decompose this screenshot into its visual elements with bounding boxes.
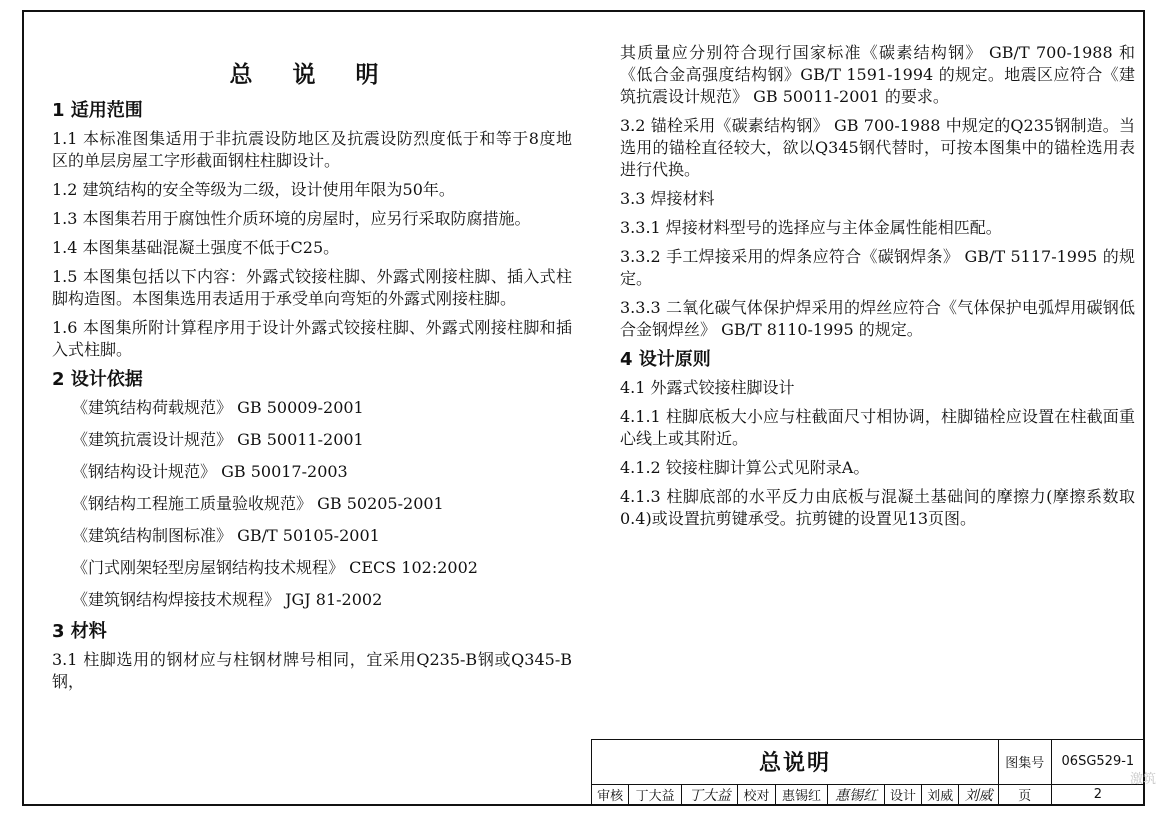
- page-number: 2: [1051, 784, 1144, 805]
- reference-item: 《建筑钢结构焊接技术规程》 JGJ 81-2002: [72, 590, 383, 609]
- paragraph: 3.2 锚栓采用《碳素结构钢》 GB 700-1988 中规定的Q235钢制造。当选用的锚栓直径较大，欲以Q345钢代替时，可按本图集中的锚栓选用表进行代换。: [620, 116, 1135, 179]
- atlas-label: 图集号: [998, 740, 1051, 785]
- paragraph: 1.3 本图集若用于腐蚀性介质环境的房屋时，应另行采取防腐措施。: [52, 209, 531, 228]
- page-label: 页: [998, 784, 1051, 805]
- section-heading: 4 设计原则: [620, 349, 711, 370]
- check-signature: 惠锡红: [828, 784, 884, 805]
- right-content: [620, 42, 1135, 530]
- paragraph: 3.1 柱脚选用的钢材应与柱钢材牌号相同，宜采用Q235-B钢或Q345-B钢，: [52, 650, 572, 691]
- paragraph: 3.3.2 手工焊接采用的焊条应符合《碳钢焊条》 GB/T 5117-1995 的规定。: [620, 247, 1135, 288]
- design-name: 刘威: [922, 784, 959, 805]
- paragraph: 4.1 外露式铰接柱脚设计: [620, 378, 795, 397]
- check-label: 校对: [738, 784, 775, 805]
- design-label: 设计: [884, 784, 921, 805]
- check-name: 惠锡红: [775, 784, 828, 805]
- review-signature: 丁大益: [682, 784, 738, 805]
- page-title: 总 说 明: [229, 62, 395, 88]
- paragraph: 1.2 建筑结构的安全等级为二级，设计使用年限为50年。: [52, 180, 455, 199]
- paragraph: 1.5 本图集包括以下内容：外露式铰接柱脚、外露式刚接柱脚、插入式柱脚构造图。本图集选用表适用于承受单向弯矩的外露式刚接柱脚。: [52, 267, 572, 308]
- review-name: 丁大益: [629, 784, 682, 805]
- section-heading: 3 材料: [52, 621, 107, 642]
- paragraph: 3.3 焊接材料: [620, 189, 715, 208]
- reference-item: 《门式刚架轻型房屋钢结构技术规程》 CECS 102:2002: [72, 558, 478, 577]
- review-label: 审核: [592, 784, 629, 805]
- paragraph: 4.1.1 柱脚底板大小应与柱截面尺寸相协调，柱脚锚栓应设置在柱截面重心线上或其附近。: [620, 407, 1135, 448]
- watermark: 激筑: [1130, 772, 1157, 787]
- paragraph: 其质量应分别符合现行国家标准《碳素结构钢》 GB/T 700-1988 和《低合金高强度结构钢》GB/T 1591-1994 的规定。地震区应符合《建筑抗震设计规范》 GB 50011-2001 的要求。: [620, 43, 1135, 106]
- reference-item: 《建筑结构荷载规范》 GB 50009-2001: [72, 398, 364, 417]
- right-column: [620, 42, 1135, 537]
- title-block-name: 总说明: [592, 740, 999, 785]
- reference-item: 《钢结构设计规范》 GB 50017-2003: [72, 462, 348, 481]
- paragraph: 3.3.3 二氧化碳气体保护焊采用的焊丝应符合《气体保护电弧焊用碳钢低合金钢焊丝》 GB/T 8110-1995 的规定。: [620, 298, 1135, 339]
- paragraph: 1.1 本标准图集适用于非抗震设防地区及抗震设防烈度低于和等于8度地区的单层房屋工字形截面钢柱柱脚设计。: [52, 129, 572, 170]
- paragraph: 1.6 本图集所附计算程序用于设计外露式铰接柱脚、外露式刚接柱脚和插入式柱脚。: [52, 318, 572, 359]
- paragraph: 4.1.3 柱脚底部的水平反力由底板与混凝土基础间的摩擦力(摩擦系数取0.4)或设置抗剪键承受。抗剪键的设置见13页图。: [620, 487, 1135, 528]
- design-signature: 刘威: [959, 784, 999, 805]
- reference-item: 《钢结构工程施工质量验收规范》 GB 50205-2001: [72, 494, 444, 513]
- reference-item: 《建筑结构制图标准》 GB/T 50105-2001: [72, 526, 380, 545]
- section-heading: 1 适用范围: [52, 100, 143, 121]
- paragraph: 4.1.2 铰接柱脚计算公式见附录A。: [620, 458, 870, 477]
- paragraph: 3.3.1 焊接材料型号的选择应与主体金属性能相匹配。: [620, 218, 1002, 237]
- reference-item: 《建筑抗震设计规范》 GB 50011-2001: [72, 430, 364, 449]
- title-block: [591, 739, 1145, 806]
- paragraph: 1.4 本图集基础混凝土强度不低于C25。: [52, 238, 340, 257]
- left-content: [52, 100, 572, 693]
- section-heading: 2 设计依据: [52, 369, 143, 390]
- atlas-number: 06SG529-1: [1051, 740, 1144, 785]
- left-column: [52, 64, 572, 700]
